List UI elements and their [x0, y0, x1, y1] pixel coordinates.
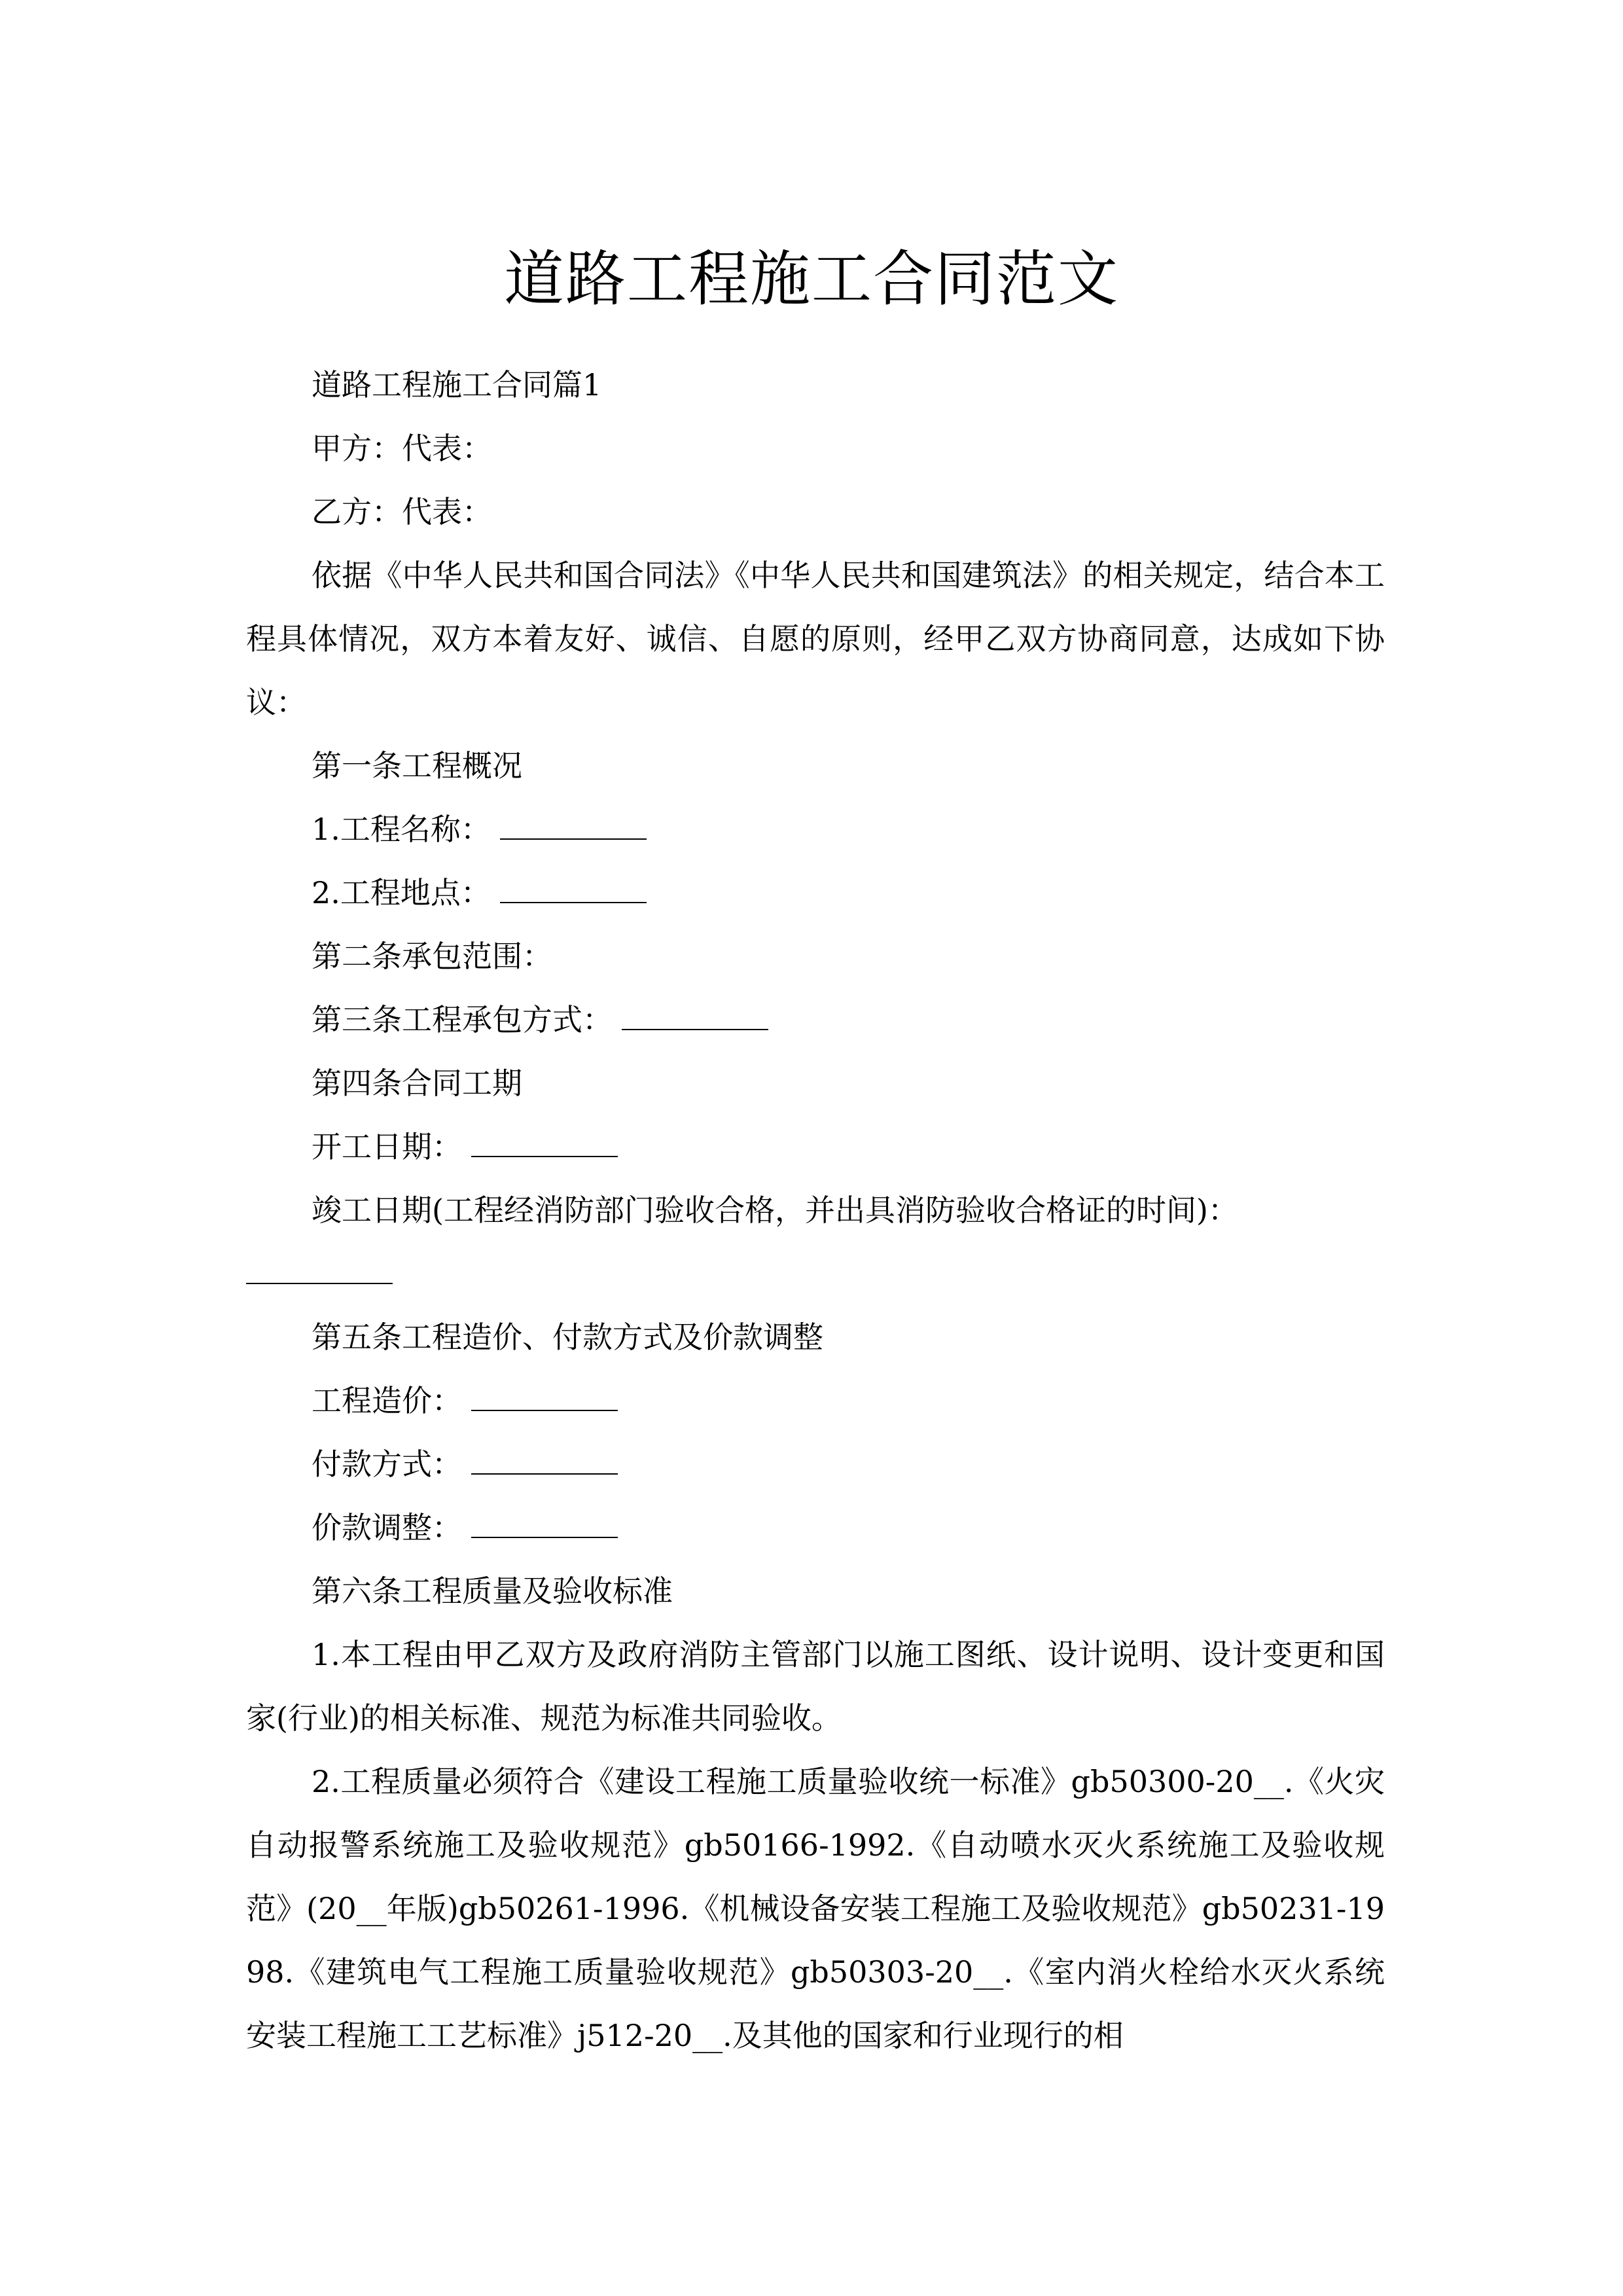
completion-date-line: 竣工日期(工程经消防部门验收合格，并出具消防验收合格证的时间)： [312, 1193, 1238, 1228]
article-5-heading: 第五条工程造价、付款方式及价款调整 [312, 1319, 823, 1355]
article-4-heading: 第四条合同工期 [312, 1066, 522, 1101]
start-date-blank[interactable] [471, 1130, 618, 1157]
payment-method-line [246, 1433, 1385, 1496]
start-date-line [246, 1115, 1385, 1179]
project-location-blank[interactable] [500, 876, 647, 903]
article-6-heading: 第六条工程质量及验收标准 [312, 1573, 673, 1609]
completion-date-blank[interactable] [246, 1257, 393, 1284]
quality-clause-1: 1.本工程由甲乙双方及政府消防主管部门以施工图纸、设计说明、设计变更和国家(行业)的相关标准、规范为标准共同验收。 [246, 1637, 1385, 1736]
quality-clause-2: 2.工程质量必须符合《建设工程施工质量验收统一标准》gb50300-20__.《火灾自动报警系统施工及验收规范》gb50166-1992.《自动喷水灭火系统施工及验收规范》(20__年版)gb50261-1996.《机械设备安装工程施工及验收规范》gb50231-1998.《建筑电气工程施工质量验收规范》gb50303-20__.《室内消火栓给水灭火系统安装工程施工工艺标准》j512-20__.及其他的国家和行业现行的相 [246, 1764, 1385, 2053]
price-adjustment-label: 价款调整： [312, 1510, 462, 1545]
project-cost-blank[interactable] [471, 1384, 618, 1411]
project-location-line [246, 861, 1385, 925]
project-cost-label: 工程造价： [312, 1383, 462, 1418]
completion-date-blank-line [246, 1242, 1385, 1306]
price-adjustment-line [246, 1496, 1385, 1560]
article-3-line [246, 988, 1385, 1052]
article-1-heading: 第一条工程概况 [312, 748, 522, 783]
payment-method-blank[interactable] [471, 1447, 618, 1475]
project-name-line [246, 798, 1385, 861]
payment-method-label: 付款方式： [312, 1446, 462, 1482]
preamble-paragraph: 依据《中华人民共和国合同法》《中华人民共和国建筑法》的相关规定，结合本工程具体情况，双方本着友好、诚信、自愿的原则，经甲乙双方协商同意，达成如下协议： [246, 558, 1385, 720]
section-heading: 道路工程施工合同篇1 [312, 367, 602, 403]
price-adjustment-blank[interactable] [471, 1511, 618, 1538]
article-3-label: 第三条工程承包方式： [312, 1002, 613, 1037]
party-a-line: 甲方：代表： [312, 431, 492, 466]
article-2-heading: 第二条承包范围： [312, 939, 552, 974]
project-name-blank[interactable] [500, 812, 647, 840]
project-cost-line [246, 1369, 1385, 1433]
contract-method-blank[interactable] [622, 1003, 768, 1030]
project-name-label: 1.工程名称： [312, 812, 491, 847]
document-title: 道路工程施工合同范文 [503, 243, 1119, 314]
party-b-line: 乙方：代表： [312, 494, 492, 529]
project-location-label: 2.工程地点： [312, 875, 491, 910]
start-date-label: 开工日期： [312, 1129, 462, 1164]
document-body [246, 353, 1385, 2068]
